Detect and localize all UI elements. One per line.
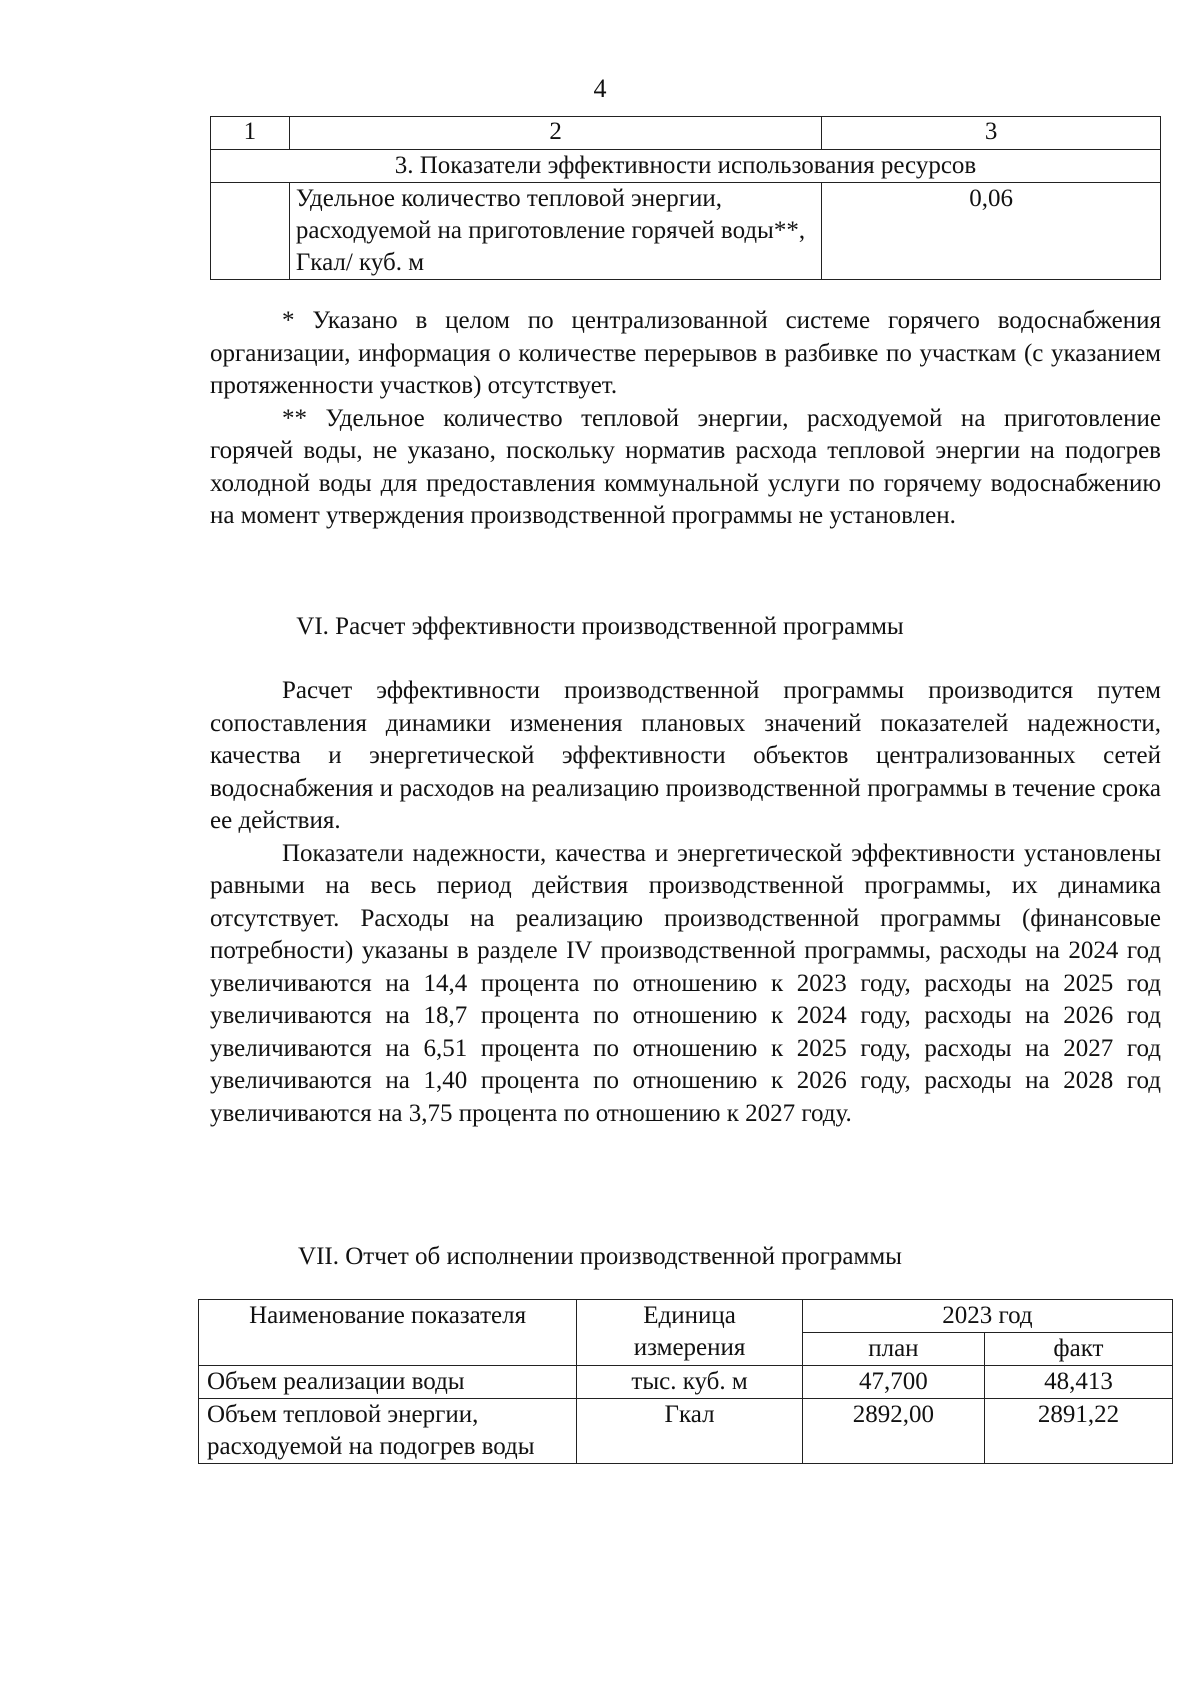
footnotes — [210, 305, 1161, 533]
row-fact: 2891,22 — [984, 1399, 1172, 1464]
page-number: 4 — [593, 74, 607, 103]
row-name: Объем тепловой энергии, расходуемой на подогрев воды — [199, 1399, 577, 1464]
table-header-row — [199, 1300, 1173, 1333]
section-title: 3. Показатели эффективности использования ресурсов — [211, 150, 1161, 183]
column-number-3: 3 — [822, 117, 1161, 150]
footnote-1: * Указано в целом по централизованной системе горячего водоснабжения организации, информация о количестве перерывов в разбивке по участкам (с указанием протяженности участков) отсутствует. — [210, 307, 1161, 399]
header-year: 2023 год — [802, 1300, 1172, 1333]
program-execution-report-table — [198, 1299, 1173, 1464]
row-fact: 48,413 — [984, 1366, 1172, 1399]
row-plan: 2892,00 — [802, 1399, 984, 1464]
section-6-heading: VI. Расчет эффективности производственной программы — [296, 613, 904, 640]
section-7-heading: VII. Отчет об исполнении производственной программы — [298, 1243, 902, 1270]
table-row — [199, 1366, 1173, 1399]
table-header-row — [211, 117, 1161, 150]
row-plan: 47,700 — [802, 1366, 984, 1399]
footnote-2: ** Удельное количество тепловой энергии, расходуемой на приготовление горячей воды, не указано, поскольку норматив расхода тепловой энергии на подогрев холодной воды для предоставления коммунальной услуги по горячему водоснабжению на момент утверждения производственной программы не установлен. — [210, 404, 1161, 529]
row-number-cell — [211, 183, 290, 280]
table-row — [199, 1399, 1173, 1464]
header-fact: факт — [984, 1333, 1172, 1366]
column-number-1: 1 — [211, 117, 290, 150]
indicator-name-cell: Удельное количество тепловой энергии, расходуемой на приготовление горячей воды**, Гкал/ куб. м — [289, 183, 821, 280]
table-row — [211, 183, 1161, 280]
header-plan: план — [802, 1333, 984, 1366]
efficiency-indicators-table — [210, 116, 1161, 280]
section-row — [211, 150, 1161, 183]
column-number-2: 2 — [289, 117, 821, 150]
section-6-body — [210, 675, 1161, 1130]
section-6-paragraph-2: Показатели надежности, качества и энергетической эффективности установлены равными на весь период действия производственной программы, их динамика отсутствует. Расходы на реализацию производственной программы (финансовые потребности) указаны в разделе IV производственной программы, расходы на 2024 год увеличиваются на 14,4 процента по отношению к 2023 году, расходы на 2025 год увеличиваются на 18,7 процента по отношению к 2024 году, расходы на 2026 год увеличиваются на 6,51 процента по отношению к 2025 году, расходы на 2027 год увеличиваются на 1,40 процента по отношению к 2026 году, расходы на 2028 год увеличиваются на 3,75 процента по отношению к 2027 году. — [210, 839, 1161, 1127]
row-unit: тыс. куб. м — [577, 1366, 803, 1399]
header-unit: Единица измерения — [577, 1300, 803, 1366]
header-indicator-name: Наименование показателя — [199, 1300, 577, 1366]
row-unit: Гкал — [577, 1399, 803, 1464]
indicator-value-cell: 0,06 — [822, 183, 1161, 280]
section-6-paragraph-1: Расчет эффективности производственной программы производится путем сопоставления динамики изменения плановых значений показателей надежности, качества и энергетической эффективности объектов централизованных сетей водоснабжения и расходов на реализацию производственной программы в течение срока ее действия. — [210, 677, 1161, 834]
row-name: Объем реализации воды — [199, 1366, 577, 1399]
